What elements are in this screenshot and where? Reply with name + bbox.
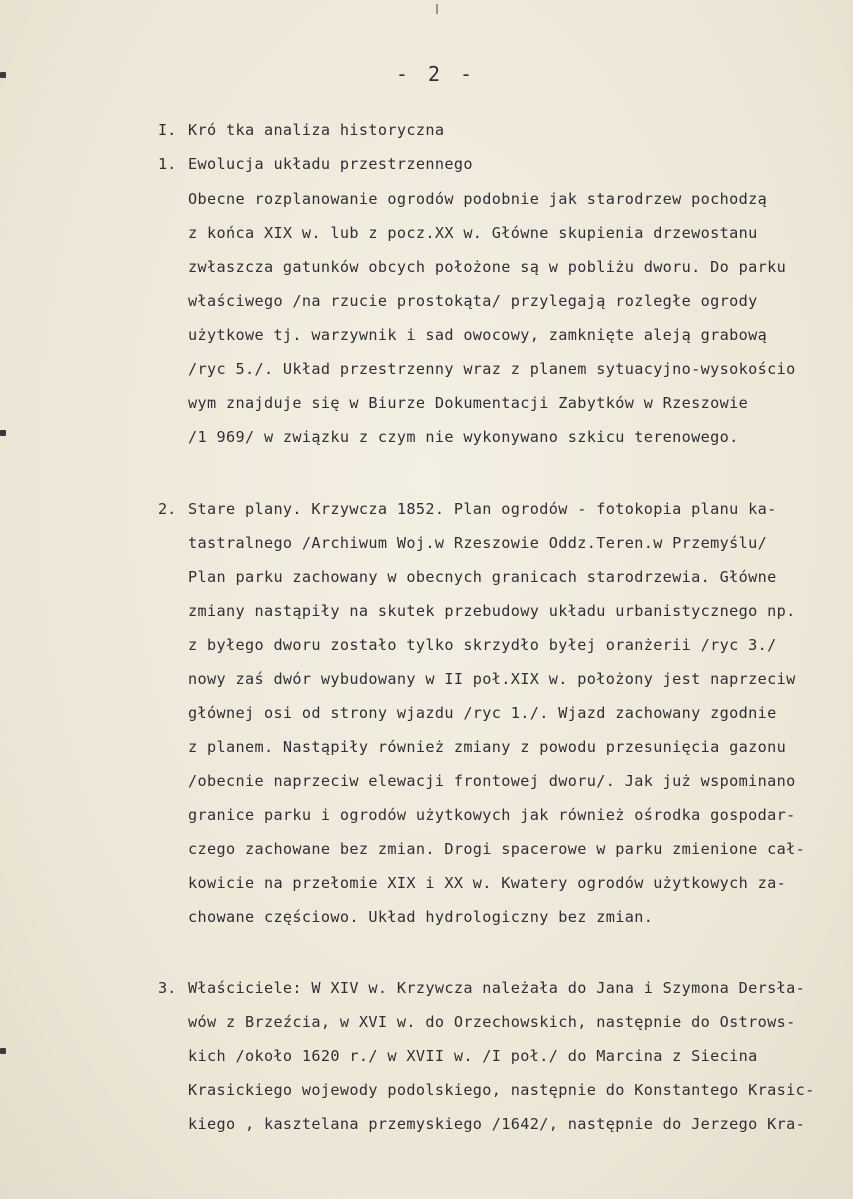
paragraph-line: zwłaszcza gatunków obcych położone są w pobliżu dworu. Do parku: [188, 258, 787, 276]
subsection-number: 1.: [158, 155, 177, 173]
paragraph-line: wów z Brzeźcia, w XVI w. do Orzechowskich, następnie do Ostrows-: [188, 1013, 796, 1031]
paragraph-line: Obecne rozplanowanie ogrodów podobnie jak starodrzew pochodzą: [188, 190, 768, 208]
paragraph-line: Krasickiego wojewody podolskiego, następnie do Konstantego Krasic-: [188, 1081, 815, 1099]
paragraph-line: wym znajduje się w Biurze Dokumentacji Zabytków w Rzeszowie: [188, 394, 749, 412]
paragraph-number: 3.: [158, 979, 177, 997]
paragraph-line: tastralnego /Archiwum Woj.w Rzeszowie Oddz.Teren.w Przemyślu/: [188, 534, 768, 552]
paragraph-line: /1 969/ w związku z czym nie wykonywano szkicu terenowego.: [188, 428, 739, 446]
paragraph-line: nowy zaś dwór wybudowany w II poł.XIX w. położony jest naprzeciw: [188, 670, 796, 688]
paragraph-line: z byłego dworu zostało tylko skrzydło byłej oranżerii /ryc 3./: [188, 636, 777, 654]
paragraph-line: kich /około 1620 r./ w XVII w. /I poł./ do Marcina z Siecina: [188, 1047, 758, 1065]
paragraph-line: kiego , kasztelana przemyskiego /1642/, następnie do Jerzego Kra-: [188, 1115, 806, 1133]
scan-mark: [436, 4, 438, 14]
paragraph-line: Plan parku zachowany w obecnych granicach starodrzewia. Główne: [188, 568, 777, 586]
paragraph-line: kowicie na przełomie XIX i XX w. Kwatery ogrodów użytkowych za-: [188, 874, 787, 892]
paragraph-line: zmiany nastąpiły na skutek przebudowy układu urbanistycznego np.: [188, 602, 796, 620]
section-heading: Kró tka analiza historyczna: [188, 121, 445, 139]
paragraph-line: z planem. Nastąpiły również zmiany z powodu przesunięcia gazonu: [188, 738, 787, 756]
paragraph-line: /obecnie naprzeciw elewacji frontowej dworu/. Jak już wspominano: [188, 772, 796, 790]
section-number: I.: [158, 121, 177, 139]
subsection-heading: Ewolucja układu przestrzennego: [188, 155, 473, 173]
margin-dot: [0, 430, 6, 436]
page-number: - 2 -: [395, 62, 477, 86]
paragraph-line: /ryc 5./. Układ przestrzenny wraz z planem sytuacyjno-wysokościo: [188, 360, 796, 378]
paragraph-line: użytkowe tj. warzywnik i sad owocowy, zamknięte aleją grabową: [188, 326, 768, 344]
paragraph-line: Stare plany. Krzywcza 1852. Plan ogrodów - fotokopia planu ka-: [188, 500, 777, 518]
paragraph-line: czego zachowane bez zmian. Drogi spacerowe w parku zmienione cał-: [188, 840, 806, 858]
margin-dot: [0, 1048, 6, 1054]
paragraph-line: z końca XIX w. lub z pocz.XX w. Główne skupienia drzewostanu: [188, 224, 758, 242]
paragraph-number: 2.: [158, 500, 177, 518]
paragraph-line: Właściciele: W XIV w. Krzywcza należała do Jana i Szymona Dersła-: [188, 979, 806, 997]
paragraph-line: głównej osi od strony wjazdu /ryc 1./. Wjazd zachowany zgodnie: [188, 704, 777, 722]
paragraph-line: właściwego /na rzucie prostokąta/ przylegają rozległe ogrody: [188, 292, 758, 310]
paragraph-line: granice parku i ogrodów użytkowych jak również ośrodka gospodar-: [188, 806, 796, 824]
margin-dot: [0, 72, 6, 78]
paragraph-line: chowane częściowo. Układ hydrologiczny bez zmian.: [188, 908, 654, 926]
